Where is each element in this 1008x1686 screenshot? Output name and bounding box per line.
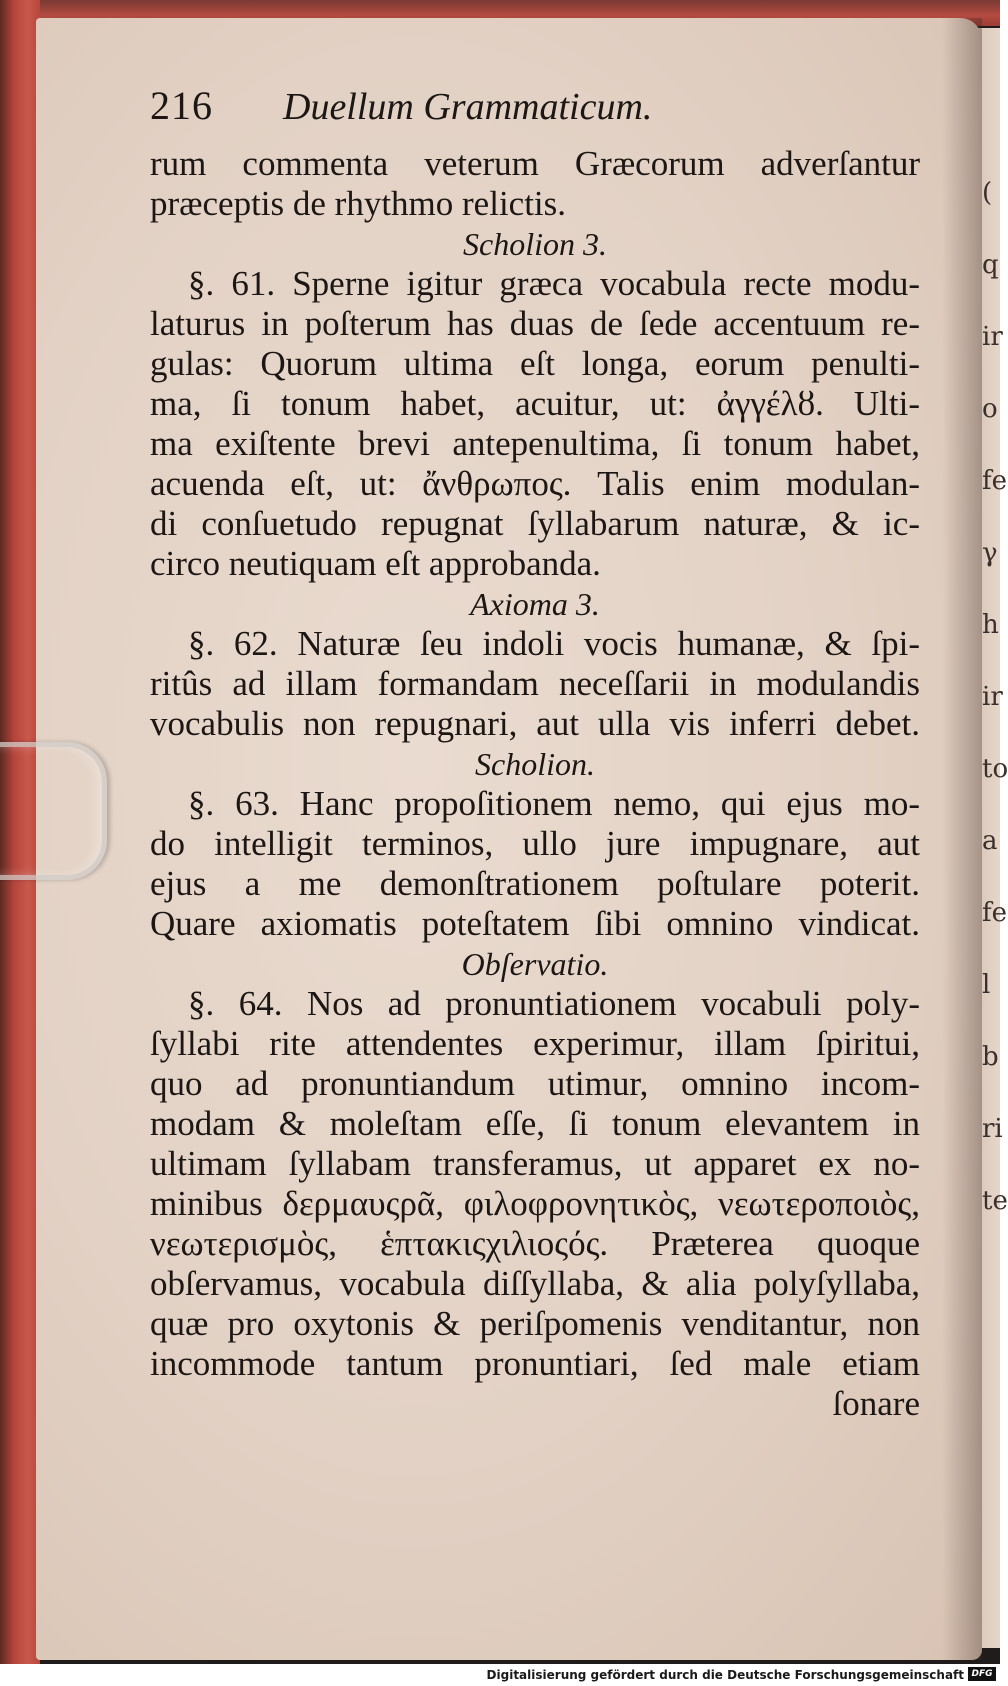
- section-observatio: [150, 944, 920, 1384]
- text-line: ritûs ad illam formandam neceſſarii in modulandis: [150, 664, 920, 703]
- text-line: rum commenta veterum Græcorum adverſantur: [150, 144, 920, 183]
- text-line: circo neutiquam eſt approbanda.: [150, 544, 601, 583]
- adjacent-page-glyph: ri: [982, 1114, 1003, 1144]
- adjacent-page-glyph: te: [982, 1186, 1008, 1216]
- section-heading: Scholion.: [475, 746, 595, 782]
- page-clip: [0, 742, 107, 880]
- section-heading: Obſervatio.: [461, 946, 609, 982]
- page-text: [150, 82, 920, 1424]
- adjacent-page-glyph: l: [982, 970, 991, 1000]
- gutter-shadow: [942, 18, 982, 1660]
- text-line: laturus in poſterum has duas de ſede accentuum re-: [150, 304, 920, 343]
- text-line: §. 64. Nos ad pronuntiationem vocabuli poly-: [188, 984, 920, 1023]
- adjacent-page-glyph: ir: [982, 322, 1003, 352]
- text-line: §. 62. Naturæ ſeu indoli vocis humanæ, & ſpi-: [188, 624, 920, 663]
- page-number: 216: [150, 83, 213, 128]
- text-line: quo ad pronuntiandum utimur, omnino incom-: [150, 1064, 920, 1103]
- adjacent-page-glyph: fe: [982, 898, 1008, 928]
- adjacent-page-glyph: (: [982, 178, 993, 208]
- catchword: ſonare: [832, 1384, 920, 1423]
- adjacent-page-glyph: ir: [982, 682, 1003, 712]
- text-line: modam & moleſtam eſſe, ſi tonum elevantem in: [150, 1104, 920, 1143]
- running-title: Duellum Grammaticum.: [283, 86, 653, 128]
- adjacent-page-glyph: a: [982, 826, 998, 856]
- text-line: quæ pro oxytonis & periſpomenis venditantur, non: [150, 1304, 920, 1343]
- section-heading: Scholion 3.: [463, 226, 607, 262]
- funding-credit: Digitalisierung gefördert durch die Deutsche Forschungsgemeinschaft: [486, 1668, 964, 1682]
- section-scholion-3: [150, 224, 920, 584]
- adjacent-page-glyph: q: [982, 250, 999, 280]
- adjacent-page-glyph: fe: [982, 466, 1008, 496]
- text-line: obſervamus, vocabula diſſyllaba, & alia polyſyllaba,: [150, 1264, 920, 1303]
- text-line: ma, ſi tonum habet, acuitur, ut: ἀγγέλȣ. Ulti-: [150, 384, 920, 423]
- intro-paragraph: [150, 144, 920, 224]
- text-line: do intelligit terminos, ullo jure impugnare, aut: [150, 824, 920, 863]
- text-line: incommode tantum pronuntiari, ſed male etiam: [150, 1344, 920, 1383]
- text-line: νεωτερισμὸς, ἑπτακιςχιλιοςός. Præterea quoque: [150, 1224, 920, 1263]
- adjacent-page-glyph: b: [982, 1042, 999, 1072]
- adjacent-page-glyph: to: [982, 754, 1008, 784]
- text-line: minibus δερμαυςρᾶ, φιλοφρονητικὸς, νεωτεροποιὸς,: [150, 1184, 920, 1223]
- text-line: ſyllabi rite attendentes experimur, illam ſpiritui,: [150, 1024, 920, 1063]
- adjacent-page-glyph: h: [982, 610, 999, 640]
- text-line: vocabulis non repugnari, aut ulla vis inferri debet.: [150, 704, 920, 743]
- text-line: ma exiſtente brevi antepenultima, ſi tonum habet,: [150, 424, 920, 463]
- dfg-logo: DFG: [968, 1667, 996, 1681]
- text-line: §. 61. Sperne igitur græca vocabula recte modu-: [188, 264, 920, 303]
- text-line: Quare axiomatis poteſtatem ſibi omnino vindicat.: [150, 904, 920, 943]
- section-heading: Axioma 3.: [470, 586, 600, 622]
- text-line: §. 63. Hanc propoſitionem nemo, qui ejus mo-: [188, 784, 920, 823]
- section-axioma-3: [150, 584, 920, 744]
- adjacent-page-glyph: γ: [982, 538, 998, 568]
- text-line: ultimam ſyllabam transferamus, ut apparet ex no-: [150, 1144, 920, 1183]
- text-line: præceptis de rhythmo relictis.: [150, 184, 567, 223]
- digitization-footer: [0, 1664, 1000, 1686]
- text-line: ejus a me demonſtrationem poſtulare poterit.: [150, 864, 920, 903]
- text-line: di conſuetudo repugnat ſyllabarum naturæ, & ic-: [150, 504, 920, 543]
- adjacent-page-glyph: o: [982, 394, 998, 424]
- section-scholion: [150, 744, 920, 944]
- text-line: gulas: Quorum ultima eſt longa, eorum penulti-: [150, 344, 920, 383]
- text-line: acuenda eſt, ut: ἄνθρωπος. Talis enim modulan-: [150, 464, 920, 503]
- running-head: [150, 82, 920, 144]
